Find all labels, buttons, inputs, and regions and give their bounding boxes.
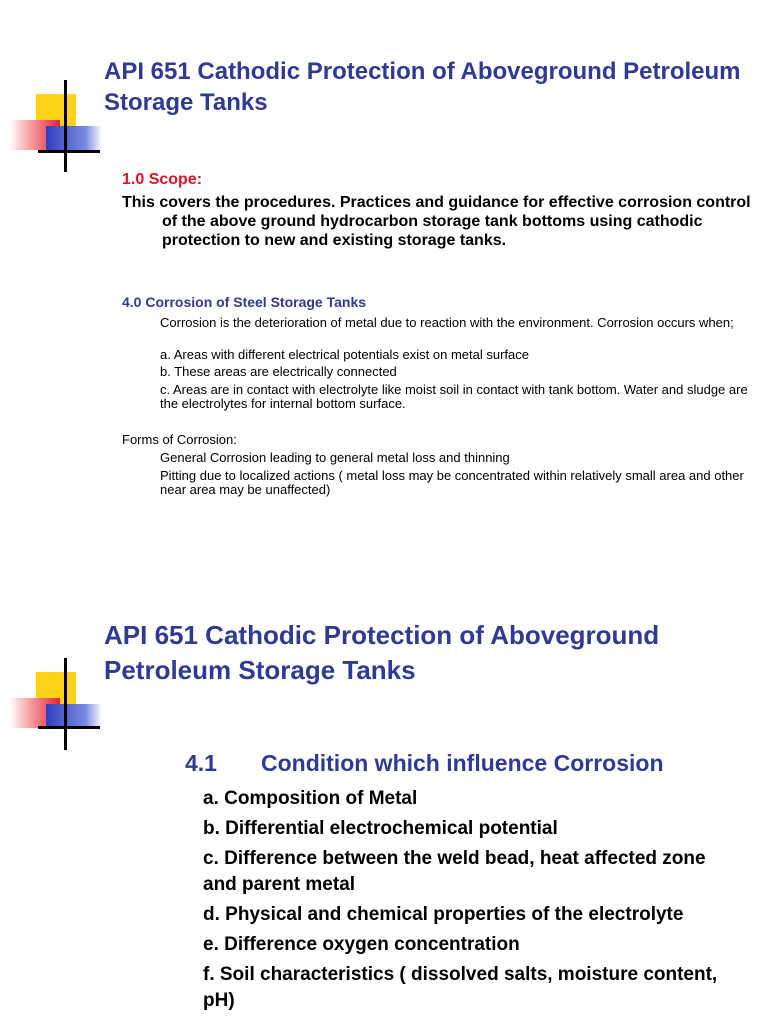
list-item: e. Difference oxygen concentration — [203, 934, 520, 955]
corrosion-intro: Corrosion is the deterioration of metal due to reaction with the environment. Corrosion occurs when; — [160, 315, 734, 330]
form-item: Pitting due to localized actions ( metal loss may be concentrated within relatively small area and other near area may be unaffected) — [160, 468, 744, 497]
condition-item: c. Areas are in contact with electrolyte like moist soil in contact with tank bottom. Water and sludge are the electrolytes for internal bottom surface. — [160, 382, 748, 411]
slide-title: API 651 Cathodic Protection of Aboveground Petroleum Storage Tanks — [104, 620, 660, 685]
subsection-number: 4.1 — [185, 750, 217, 776]
slide-2 — [0, 590, 768, 1024]
scope-text: This covers the procedures. Practices and guidance for effective corrosion control of the above ground hydrocarbon storage tank bottoms using cathodic protection to new and existing storage tanks. — [122, 194, 751, 249]
list-item: a. Composition of Metal — [203, 788, 418, 809]
forms-label: Forms of Corrosion: — [122, 432, 237, 447]
list-item: f. Soil characteristics ( dissolved salts, moisture content, pH) — [203, 964, 718, 1011]
form-item: General Corrosion leading to general metal loss and thinning — [160, 450, 510, 465]
slide-logo-icon — [0, 658, 110, 768]
subsection-title: Condition which influence Corrosion — [261, 750, 664, 776]
list-item: d. Physical and chemical properties of the electrolyte — [203, 904, 684, 925]
subsection-heading — [185, 750, 664, 777]
slide-title: API 651 Cathodic Protection of Aboveground Petroleum Storage Tanks — [104, 58, 741, 116]
condition-item: a. Areas with different electrical potentials exist on metal surface — [160, 347, 530, 362]
slide-logo-icon — [0, 80, 110, 190]
conditions-list — [203, 786, 743, 1018]
condition-item: b. These areas are electrically connected — [160, 364, 397, 379]
section-heading: 4.0 Corrosion of Steel Storage Tanks — [122, 294, 367, 310]
scope-heading: 1.0 Scope: — [122, 171, 203, 188]
list-item: c. Difference between the weld bead, heat affected zone and parent metal — [203, 848, 706, 895]
list-item: b. Differential electrochemical potential — [203, 818, 558, 839]
